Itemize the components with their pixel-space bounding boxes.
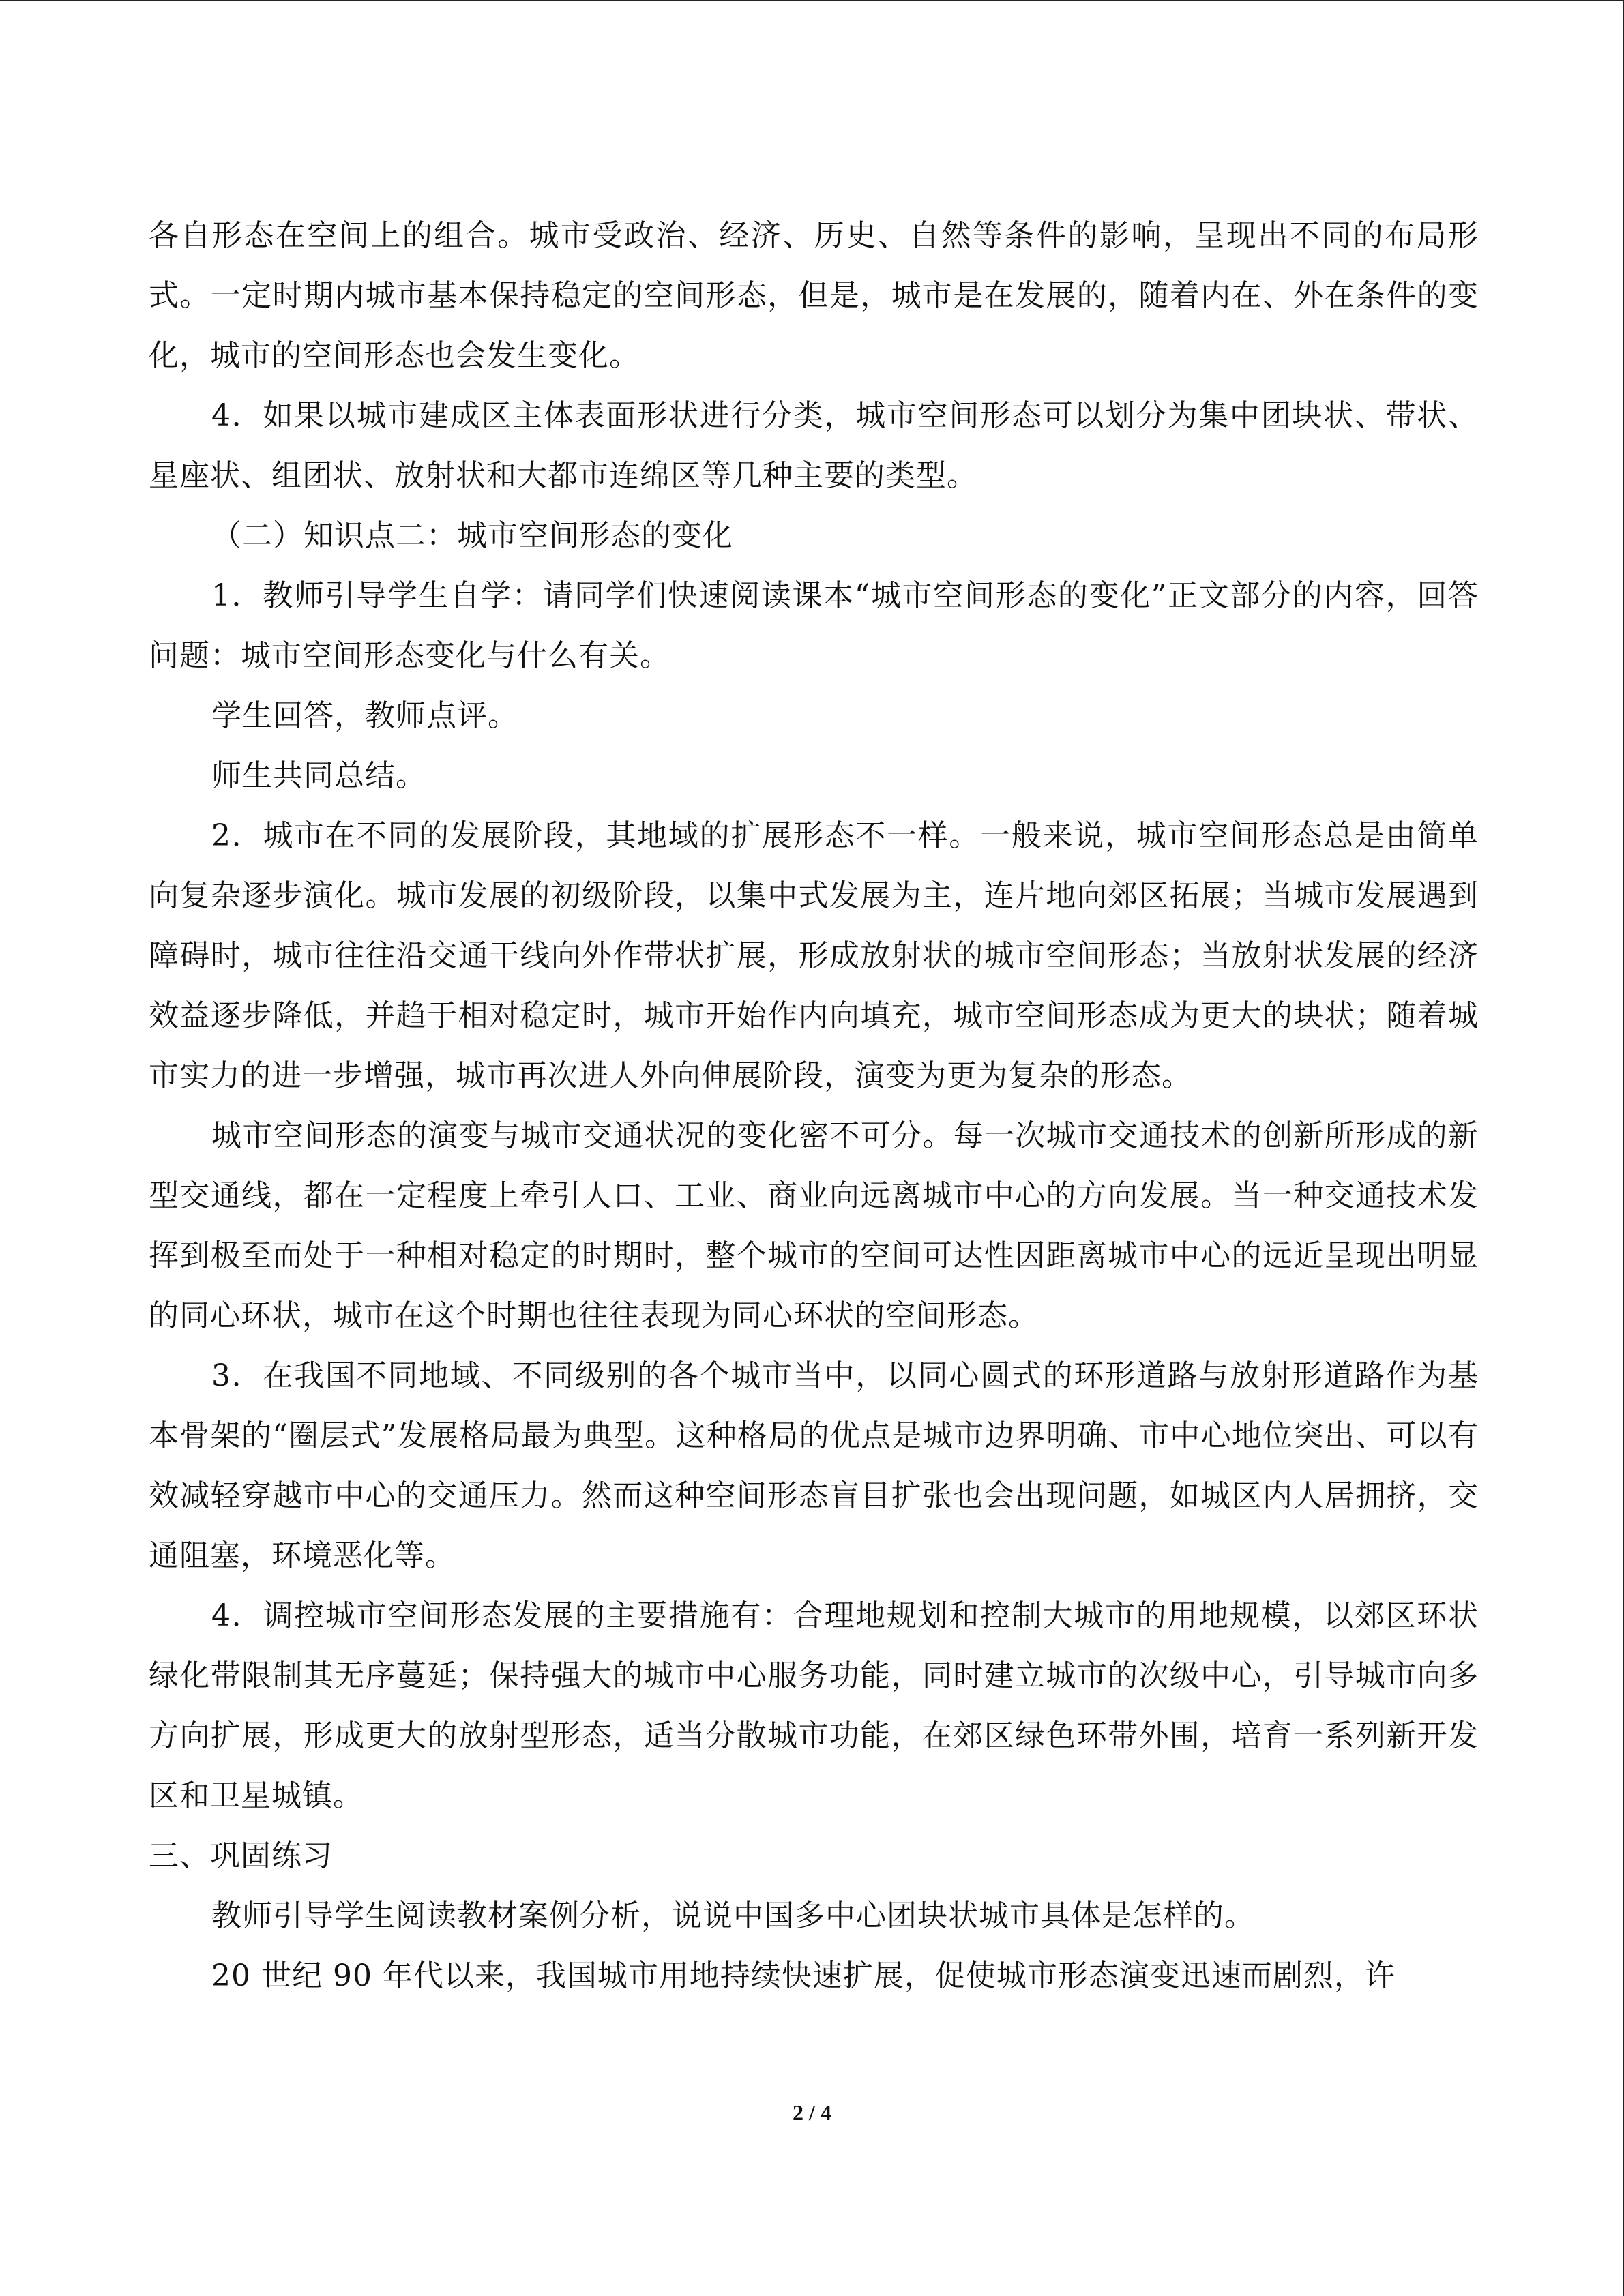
paragraph-point-4-classification: 4．如果以城市建成区主体表面形状进行分类，城市空间形态可以划分为集中团块状、带状、星座状、组团状、放射状和大都市连绵区等几种主要的类型。 [149, 398, 1479, 493]
page-number: 2 / 4 [793, 2100, 831, 2125]
paragraph-point-1-self-study: 1．教师引导学生自学：请同学们快速阅读课本“城市空间形态的变化”正文部分的内容，回答问题：城市空间形态变化与什么有关。 [149, 578, 1479, 673]
paragraph-point-2-stages: 2．城市在不同的发展阶段，其地域的扩展形态不一样。一般来说，城市空间形态总是由简单向复杂逐步演化。城市发展的初级阶段，以集中式发展为主，连片地向郊区拓展；当城市发展遇到障碍时，城市往往沿交通干线向外作带状扩展，形成放射状的城市空间形态；当放射状发展的经济效益逐步降低，并趋于相对稳定时，城市开始作内向填充，城市空间形态成为更大的块状；随着城市实力的进一步增强，城市再次进人外向伸展阶段，演变为更为复杂的形态。 [149, 818, 1479, 1093]
paragraph-continuation: 各自形态在空间上的组合。城市受政治、经济、历史、自然等条件的影响，呈现出不同的布局形式。一定时期内城市基本保持稳定的空间形态，但是，城市是在发展的，随着内在、外在条件的变化，城市的空间形态也会发生变化。 [149, 218, 1479, 373]
section-heading-practice: 三、巩固练习 [149, 1838, 333, 1873]
section-heading-knowledge-point-2: （二）知识点二：城市空间形态的变化 [211, 518, 733, 553]
paragraph-summary: 师生共同总结。 [211, 758, 426, 793]
paragraph-1990s: 20 世纪 90 年代以来，我国城市用地持续快速扩展，促使城市形态演变迅速而剧烈，许 [211, 1958, 1396, 1993]
paragraph-student-answer: 学生回答，教师点评。 [211, 698, 518, 733]
paragraph-point-4-measures: 4．调控城市空间形态发展的主要措施有：合理地规划和控制大城市的用地规模，以郊区环状绿化带限制其无序蔓延；保持强大的城市中心服务功能，同时建立城市的次级中心，引导城市向多方向扩展，形成更大的放射型形态，适当分散城市功能，在郊区绿色环带外围，培育一系列新开发区和卫星城镇。 [149, 1598, 1479, 1813]
paragraph-transport: 城市空间形态的演变与城市交通状况的变化密不可分。每一次城市交通技术的创新所形成的新型交通线，都在一定程度上牵引人口、工业、商业向远离城市中心的方向发展。当一种交通技术发挥到极至而处于一种相对稳定的时期时，整个城市的空间可达性因距离城市中心的远近呈现出明显的同心环状，城市在这个时期也往往表现为同心环状的空间形态。 [149, 1118, 1479, 1333]
document-body [149, 206, 1479, 2006]
paragraph-practice-task: 教师引导学生阅读教材案例分析，说说中国多中心团块状城市具体是怎样的。 [211, 1898, 1255, 1933]
paragraph-point-3-ring-pattern: 3．在我国不同地域、不同级别的各个城市当中，以同心圆式的环形道路与放射形道路作为基本骨架的“圈层式”发展格局最为典型。这种格局的优点是城市边界明确、市中心地位突出、可以有效减轻穿越市中心的交通压力。然而这种空间形态盲目扩张也会出现问题，如城区内人居拥挤，交通阻塞，环境恶化等。 [149, 1358, 1479, 1573]
